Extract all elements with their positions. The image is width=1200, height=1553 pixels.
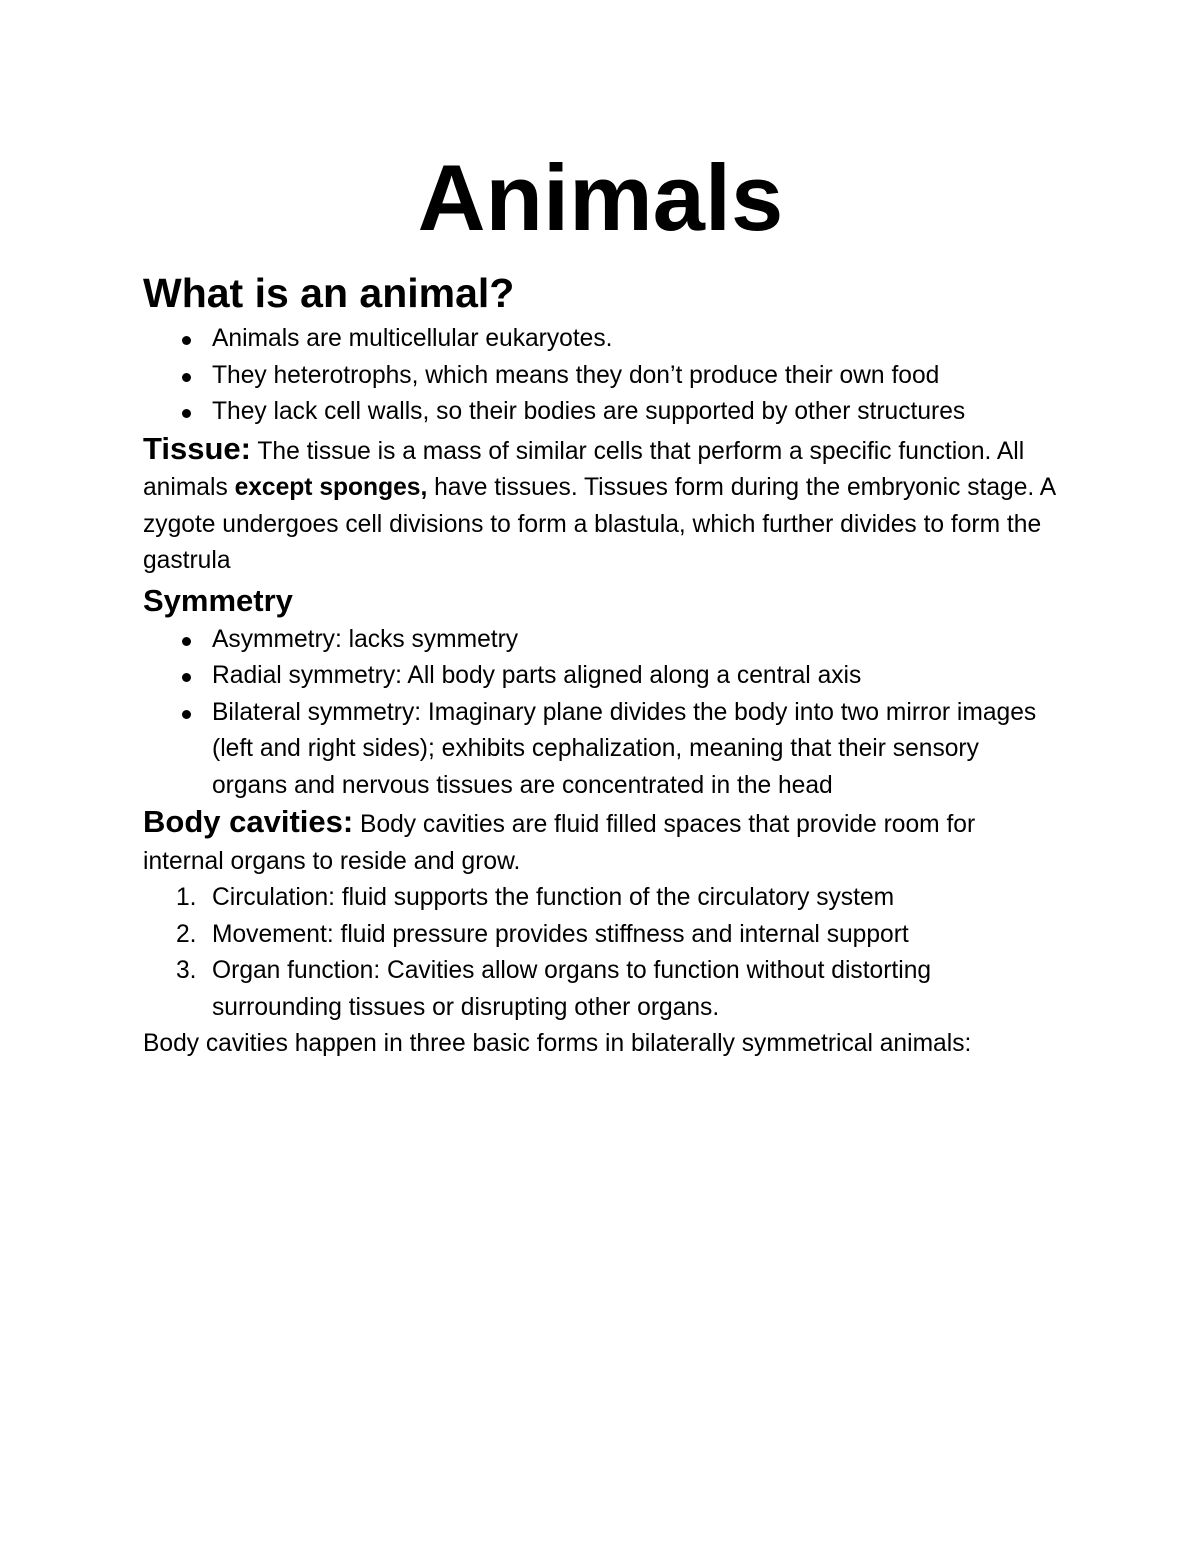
- list-item: 2. Movement: fluid pressure provides stiffness and internal support: [176, 920, 909, 948]
- section-heading-what-is: What is an animal?: [143, 270, 515, 316]
- list-item: Animals are multicellular eukaryotes.: [143, 321, 1058, 358]
- tissue-heading: Tissue:: [143, 430, 251, 466]
- bullet-icon: [182, 373, 191, 382]
- list-item: Bilateral symmetry: Imaginary plane divides the body into two mirror images (left and right sides); exhibits cephalization, meaning that their sensory organs and nervous tissues are concentrated in the head: [143, 695, 1058, 805]
- body-cavities-numbered-list: [143, 880, 1058, 1026]
- tissue-paragraph: Tissue: The tissue is a mass of similar cells that perform a specific function. All animals except sponges, have tissues. Tissues form during the embryonic stage. A zygote undergoes cell divisions to form a blastula, which further divides to form the gastrula: [143, 430, 1055, 574]
- tissue-emphasis: except sponges,: [234, 474, 428, 501]
- bullet-icon: [182, 409, 191, 418]
- list-item: Radial symmetry: All body parts aligned along a central axis: [143, 658, 1058, 695]
- symmetry-bullet-list: [143, 622, 1058, 805]
- bullet-icon: [182, 637, 191, 646]
- list-item: 1. Circulation: fluid supports the function of the circulatory system: [176, 884, 895, 911]
- list-item: They lack cell walls, so their bodies are supported by other structures: [143, 394, 1058, 431]
- list-item: They heterotrophs, which means they don’t produce their own food: [143, 358, 1058, 395]
- body-cavities-closing: Body cavities happen in three basic forms in bilaterally symmetrical animals:: [143, 1030, 972, 1057]
- page-title: Animals: [417, 145, 784, 250]
- body-cavities-heading: Body cavities:: [143, 804, 354, 839]
- bullet-icon: [182, 673, 191, 682]
- list-item: Asymmetry: lacks symmetry: [143, 622, 1058, 659]
- bullet-icon: [182, 710, 191, 719]
- list-item: 3. Organ function: Cavities allow organs to function without distorting surrounding tissues or disrupting other organs.: [176, 957, 932, 1021]
- what-is-bullet-list: [143, 321, 1058, 431]
- bullet-icon: [182, 336, 191, 345]
- body-cavities-paragraph: Body cavities: Body cavities are fluid filled spaces that provide room for internal organs to reside and grow.: [143, 804, 976, 875]
- document-body: [143, 267, 1058, 1063]
- section-heading-symmetry: Symmetry: [143, 582, 293, 618]
